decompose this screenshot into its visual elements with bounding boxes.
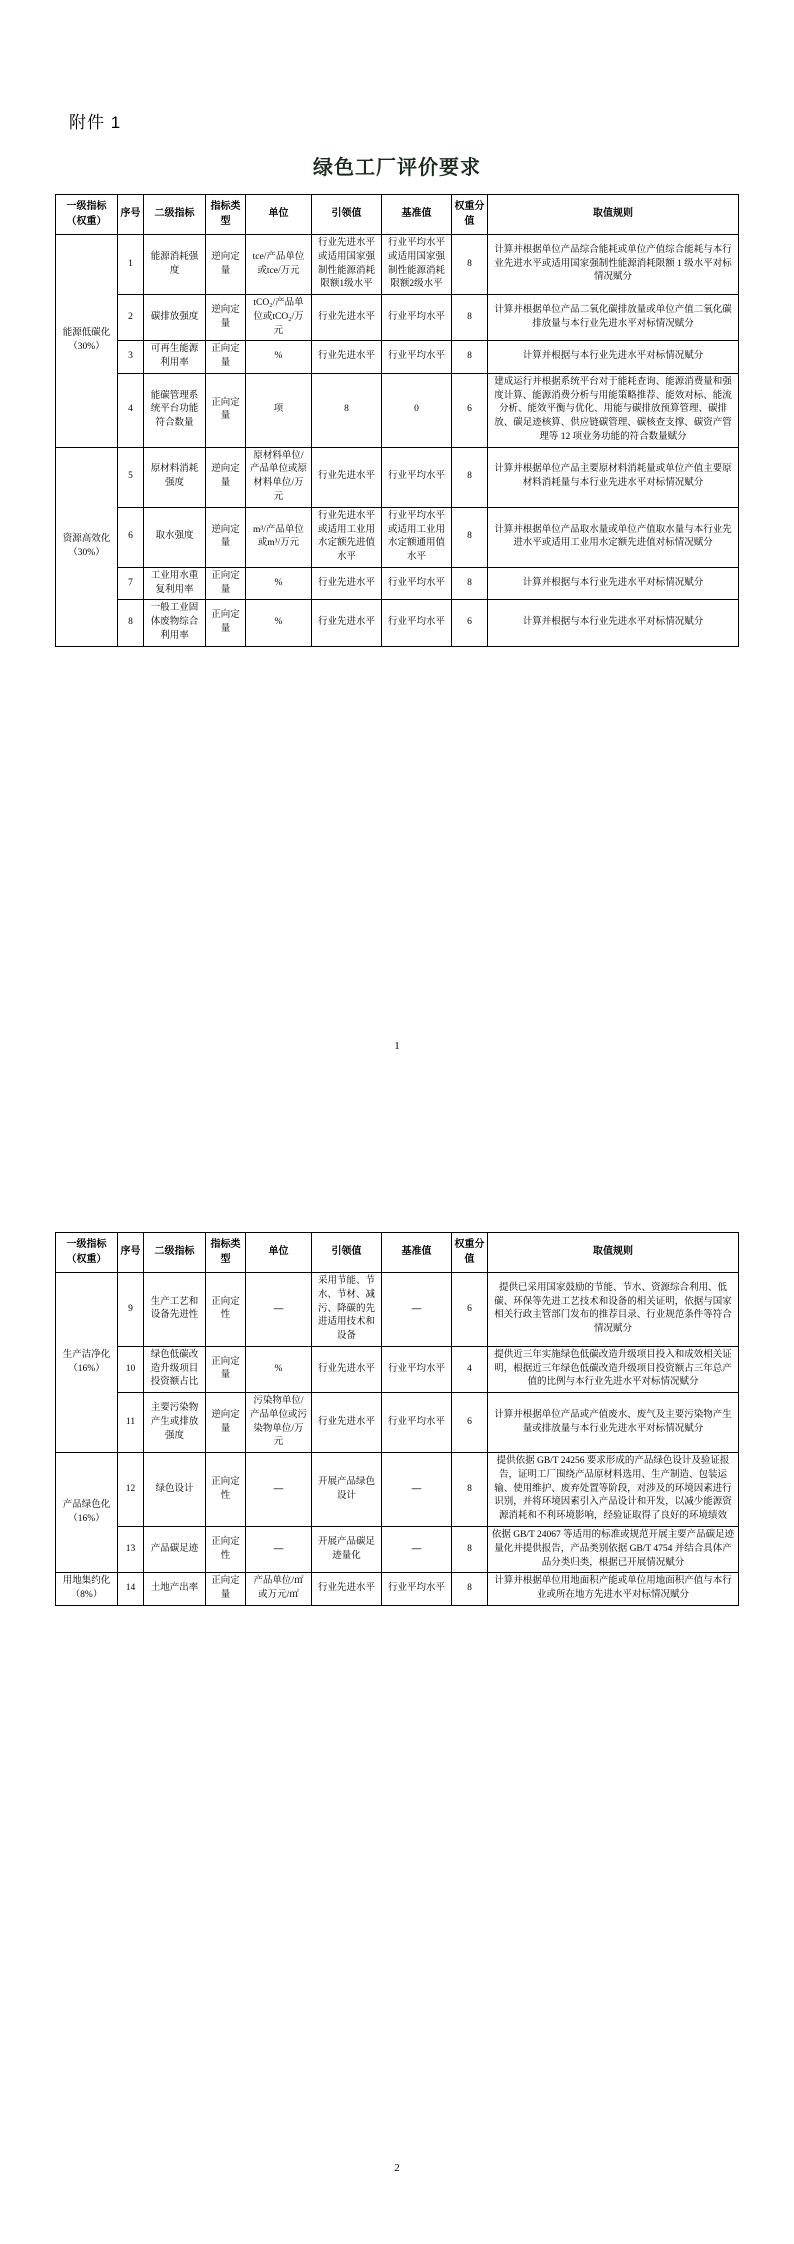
baseline-value-cell: 行业平均水平 [382,567,452,600]
secondary-indicator-cell: 工业用水重复利用率 [144,567,206,600]
table-row [56,447,739,507]
indicator-type-cell: 正向定量 [206,1573,246,1606]
leading-value-cell: 行业先进水平或适用国家强制性能源消耗限额1级水平 [312,235,382,295]
sequence-number-cell: 12 [118,1453,144,1527]
indicator-type-cell: 逆向定量 [206,447,246,507]
indicator-type-cell: 正向定性 [206,1273,246,1347]
column-header-indicator-type: 指标类型 [206,1233,246,1273]
scoring-rule-cell: 计算并根据单位产品二氧化碳排放量或单位产值二氧化碳排放量与本行业先进水平对标情况赋分 [488,295,739,341]
indicator-type-cell: 逆向定量 [206,507,246,567]
scoring-rule-cell: 计算并根据与本行业先进水平对标情况赋分 [488,567,739,600]
baseline-value-cell: 0 [382,373,452,447]
weight-score-cell: 8 [452,1453,488,1527]
indicator-type-cell: 正向定量 [206,567,246,600]
weight-score-cell: 8 [452,1573,488,1606]
column-header-unit: 单位 [246,195,312,235]
secondary-indicator-cell: 绿色低碳改造升级项目投资额占比 [144,1346,206,1392]
sequence-number-cell: 9 [118,1273,144,1347]
unit-cell: — [246,1273,312,1347]
secondary-indicator-cell: 原材料消耗强度 [144,447,206,507]
weight-score-cell: 4 [452,1346,488,1392]
scoring-rule-cell: 计算并根据单位产品主要原材料消耗量或单位产值主要原材料消耗量与本行业先进水平对标情况赋分 [488,447,739,507]
table-row [56,1273,739,1347]
weight-score-cell: 8 [452,235,488,295]
leading-value-cell: 行业先进水平 [312,567,382,600]
weight-score-cell: 8 [452,1527,488,1573]
baseline-value-cell: 行业平均水平 [382,1393,452,1453]
scoring-rule-cell: 计算并根据单位用地面积产能或单位用地面积产值与本行业或所在地方先进水平对标情况赋分 [488,1573,739,1606]
scoring-rule-cell: 计算并根据与本行业先进水平对标情况赋分 [488,341,739,374]
column-header-baseline-value: 基准值 [382,195,452,235]
table-row [56,235,739,295]
column-header-baseline-value: 基准值 [382,1233,452,1273]
scoring-rule-cell: 计算并根据单位产品或产值废水、废气及主要污染物产生量或排放量与本行业先进水平对标情况赋分 [488,1393,739,1453]
weight-score-cell: 8 [452,567,488,600]
baseline-value-cell: — [382,1273,452,1347]
weight-score-cell: 8 [452,447,488,507]
sequence-number-cell: 13 [118,1527,144,1573]
indicator-type-cell: 正向定量 [206,1346,246,1392]
table-row [56,341,739,374]
attachment-label: 附件 1 [69,113,122,132]
column-header-sequence-number: 序号 [118,195,144,235]
unit-cell: tCO₂/产品单位或tCO₂/万元 [246,295,312,341]
scoring-rule-cell: 提供依据 GB/T 24256 要求形成的产品绿色设计及验证报告，证明工厂围绕产品原材料选用、生产制造、包装运输、使用维护、废弃处置等阶段，对涉及的环境因素进行识别，并将环境因素引入产品设计和开发，以减少能源资源消耗和不利环境影响，经验证取得了良好的环境绩效 [488,1453,739,1527]
leading-value-cell: 行业先进水平 [312,341,382,374]
sequence-number-cell: 14 [118,1573,144,1606]
table-row [56,295,739,341]
unit-cell: — [246,1453,312,1527]
secondary-indicator-cell: 主要污染物产生或排放强度 [144,1393,206,1453]
unit-cell: 产品单位/㎡或万元/㎡ [246,1573,312,1606]
secondary-indicator-cell: 土地产出率 [144,1573,206,1606]
primary-indicator-cell: 生产洁净化（16%） [56,1273,118,1453]
column-header-leading-value: 引领值 [312,1233,382,1273]
sequence-number-cell: 6 [118,507,144,567]
column-header-secondary-indicator: 二级指标 [144,195,206,235]
secondary-indicator-cell: 可再生能源利用率 [144,341,206,374]
indicator-type-cell: 正向定量 [206,341,246,374]
sequence-number-cell: 2 [118,295,144,341]
column-header-unit: 单位 [246,1233,312,1273]
sequence-number-cell: 11 [118,1393,144,1453]
document-page-2 [0,1122,794,2244]
scoring-rule-cell: 依据 GB/T 24067 等适用的标准或规范开展主要产品碳足迹量化并提供报告，产品类别依据 GB/T 4754 并结合具体产品分类归类，根据已开展情况赋分 [488,1527,739,1573]
sequence-number-cell: 3 [118,341,144,374]
unit-cell: m³/产品单位或m³/万元 [246,507,312,567]
indicator-type-cell: 逆向定量 [206,1393,246,1453]
scoring-rule-cell: 提供已采用国家鼓励的节能、节水、资源综合利用、低碳、环保等先进工艺技术和设备的相关证明，依据与国家相关行政主管部门发布的推荐目录、行业规范条件等符合情况赋分 [488,1273,739,1347]
table-header-row [56,1233,739,1273]
table-row [56,1346,739,1392]
scoring-rule-cell: 计算并根据与本行业先进水平对标情况赋分 [488,600,739,646]
weight-score-cell: 6 [452,373,488,447]
table-body-page-1 [56,235,739,647]
baseline-value-cell: 行业平均水平 [382,341,452,374]
table-row [56,567,739,600]
primary-indicator-cell: 产品绿色化（16%） [56,1453,118,1573]
baseline-value-cell: 行业平均水平 [382,1346,452,1392]
weight-score-cell: 8 [452,295,488,341]
table-row [56,1527,739,1573]
column-header-sequence-number: 序号 [118,1233,144,1273]
indicator-type-cell: 正向定量 [206,600,246,646]
leading-value-cell: 行业先进水平或适用工业用水定额先进值水平 [312,507,382,567]
weight-score-cell: 8 [452,507,488,567]
column-header-primary-indicator: 一级指标（权重） [56,1233,118,1273]
column-header-primary-indicator: 一级指标（权重） [56,195,118,235]
unit-cell: % [246,341,312,374]
indicator-type-cell: 正向定量 [206,373,246,447]
sequence-number-cell: 4 [118,373,144,447]
unit-cell: % [246,600,312,646]
column-header-indicator-type: 指标类型 [206,195,246,235]
baseline-value-cell: 行业平均水平或适用国家强制性能源消耗限额2级水平 [382,235,452,295]
baseline-value-cell: 行业平均水平 [382,447,452,507]
evaluation-requirements-table-page-1 [55,194,739,647]
baseline-value-cell: 行业平均水平或适用工业用水定额通用值水平 [382,507,452,567]
primary-indicator-cell: 资源高效化（30%） [56,447,118,646]
unit-cell: 项 [246,373,312,447]
baseline-value-cell: — [382,1527,452,1573]
table-header-row [56,195,739,235]
page-number-1: 1 [394,1040,400,1052]
indicator-type-cell: 逆向定量 [206,295,246,341]
leading-value-cell: 行业先进水平 [312,1393,382,1453]
unit-cell: 污染物单位/产品单位或污染物单位/万元 [246,1393,312,1453]
secondary-indicator-cell: 碳排放强度 [144,295,206,341]
table-row [56,1393,739,1453]
baseline-value-cell: 行业平均水平 [382,600,452,646]
unit-cell: % [246,1346,312,1392]
page-title: 绿色工厂评价要求 [313,157,481,179]
table-row [56,600,739,646]
leading-value-cell: 采用节能、节水、节材、减污、降碳的先进适用技术和设备 [312,1273,382,1347]
leading-value-cell: 开展产品碳足迹量化 [312,1527,382,1573]
unit-cell: tce/产品单位或tce/万元 [246,235,312,295]
sequence-number-cell: 8 [118,600,144,646]
scoring-rule-cell: 提供近三年实施绿色低碳改造升级项目投入和成效相关证明，根据近三年绿色低碳改造升级项目投资额占三年总产值的比例与本行业先进水平对标情况赋分 [488,1346,739,1392]
secondary-indicator-cell: 能源消耗强度 [144,235,206,295]
evaluation-requirements-table-page-2 [55,1232,739,1606]
secondary-indicator-cell: 生产工艺和设备先进性 [144,1273,206,1347]
weight-score-cell: 6 [452,600,488,646]
page-number-2: 2 [394,2162,400,2174]
table-row [56,507,739,567]
baseline-value-cell: — [382,1453,452,1527]
table-row [56,1453,739,1527]
column-header-leading-value: 引领值 [312,195,382,235]
secondary-indicator-cell: 产品碳足迹 [144,1527,206,1573]
scoring-rule-cell: 计算并根据单位产品综合能耗或单位产值综合能耗与本行业先进水平或适用国家强制性能源消耗限额 1 级水平对标情况赋分 [488,235,739,295]
leading-value-cell: 行业先进水平 [312,447,382,507]
indicator-type-cell: 正向定性 [206,1453,246,1527]
indicator-type-cell: 逆向定量 [206,235,246,295]
leading-value-cell: 行业先进水平 [312,295,382,341]
weight-score-cell: 6 [452,1393,488,1453]
unit-cell: % [246,567,312,600]
weight-score-cell: 6 [452,1273,488,1347]
secondary-indicator-cell: 一般工业固体废物综合利用率 [144,600,206,646]
column-header-scoring-rule: 取值规则 [488,1233,739,1273]
secondary-indicator-cell: 绿色设计 [144,1453,206,1527]
column-header-scoring-rule: 取值规则 [488,195,739,235]
primary-indicator-cell: 用地集约化（8%） [56,1573,118,1606]
leading-value-cell: 行业先进水平 [312,1346,382,1392]
indicator-type-cell: 正向定性 [206,1527,246,1573]
sequence-number-cell: 10 [118,1346,144,1392]
weight-score-cell: 8 [452,341,488,374]
table-row [56,1573,739,1606]
secondary-indicator-cell: 取水强度 [144,507,206,567]
leading-value-cell: 行业先进水平 [312,600,382,646]
table-row [56,373,739,447]
secondary-indicator-cell: 能碳管理系统平台功能符合数量 [144,373,206,447]
leading-value-cell: 8 [312,373,382,447]
table-body-page-2 [56,1273,739,1606]
column-header-weight-score: 权重分值 [452,195,488,235]
column-header-secondary-indicator: 二级指标 [144,1233,206,1273]
unit-cell: — [246,1527,312,1573]
scoring-rule-cell: 建成运行并根据系统平台对于能耗查询、能源消费量和强度计算、能源消费分析与用能策略推荐、能效对标、能流分析、能效平衡与优化、用能与碳排放预算管理、碳排放、碳足迹核算、供应链碳管理、碳核查支撑、碳资产管理等 12 项业务功能的符合数量赋分 [488,373,739,447]
baseline-value-cell: 行业平均水平 [382,295,452,341]
unit-cell: 原材料单位/产品单位或原材料单位/万元 [246,447,312,507]
primary-indicator-cell: 能源低碳化（30%） [56,235,118,448]
column-header-weight-score: 权重分值 [452,1233,488,1273]
sequence-number-cell: 7 [118,567,144,600]
baseline-value-cell: 行业平均水平 [382,1573,452,1606]
sequence-number-cell: 5 [118,447,144,507]
scoring-rule-cell: 计算并根据单位产品取水量或单位产值取水量与本行业先进水平或适用工业用水定额先进值对标情况赋分 [488,507,739,567]
leading-value-cell: 行业先进水平 [312,1573,382,1606]
leading-value-cell: 开展产品绿色设计 [312,1453,382,1527]
sequence-number-cell: 1 [118,235,144,295]
